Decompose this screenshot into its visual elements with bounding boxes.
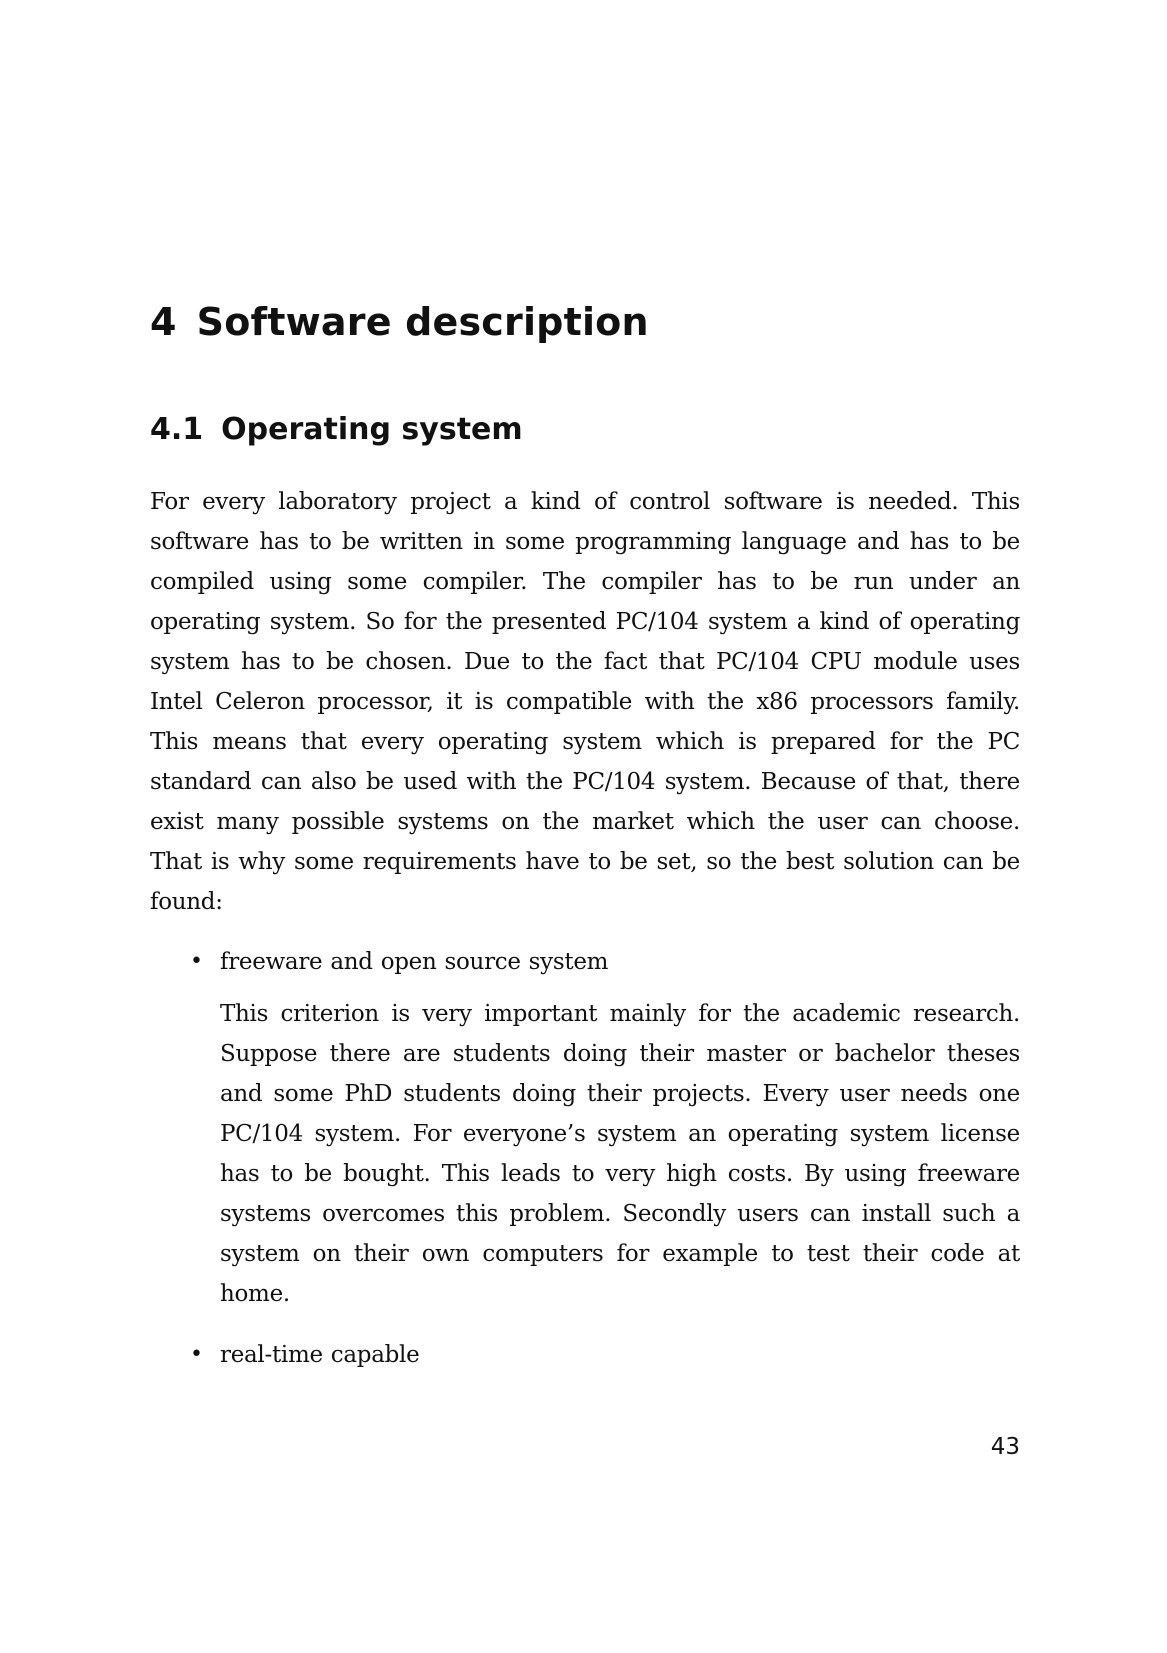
bullet-marker: • [190, 1342, 203, 1367]
chapter-title: Software description [196, 300, 649, 344]
bullet-description: This criterion is very important mainly for the academic research. Suppose there are students doing their master or bachelor theses and some PhD students doing their projects. Every user needs one PC/104 system. For everyone’s system an operating system license has to be bought. This leads to very high costs. By using freeware systems overcomes this problem. Secondly users can install such a system on their own computers for example to test their code at home. [220, 1001, 1020, 1307]
bullet-marker: • [190, 949, 203, 974]
intro-paragraph: For every laboratory project a kind of control software is needed. This software has to be written in some programming language and has to be compiled using some compiler. The compiler has to be run under an operating system. So for the presented PC/104 system a kind of operating system has to be chosen. Due to the fact that PC/104 CPU module uses Intel Celeron processor, it is compatible with the x86 processors family. This means that every operating system which is prepared for the PC standard can also be used with the PC/104 system. Because of that, there exist many possible systems on the market which the user can choose. That is why some requirements have to be set, so the best solution can be found: [150, 489, 1020, 915]
chapter-number: 4 [150, 300, 177, 344]
page-number: 43 [990, 1434, 1020, 1460]
section-heading [150, 412, 523, 447]
section-number: 4.1 [150, 412, 204, 447]
section-title: Operating system [221, 412, 523, 447]
bullet-label: freeware and open source system [220, 949, 609, 975]
bullet-item [190, 1335, 1020, 1375]
bullet-label: real-time capable [220, 1342, 420, 1368]
bullet-item [190, 942, 1020, 982]
chapter-heading [150, 300, 649, 344]
